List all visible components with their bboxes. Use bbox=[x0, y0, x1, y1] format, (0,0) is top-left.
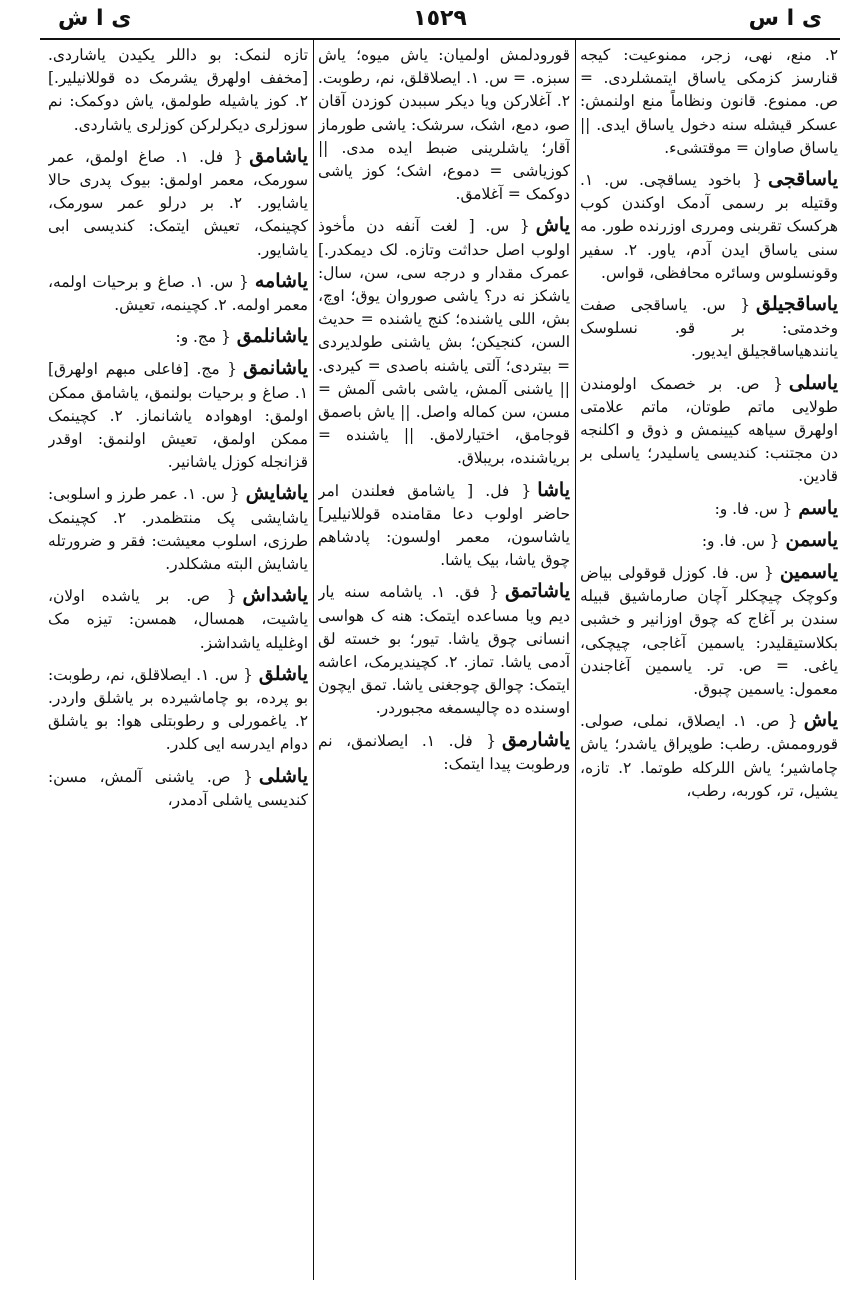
dictionary-entry bbox=[48, 357, 308, 474]
entry-definition: قورودلمش اولمیان: یاش میوه؛ یاش سبزه. = س. ١. ایصلاقلق، نم، رطوبت. ٢. آغلارکن ویا دیکر سببدن کوزدن آقان صو، دمع، اشک، سرشک: یاشی طورماز آقار؛ یاشلرینی ضبط ایده مدی. || کوزیاشی = دموع، اشک؛ کوز یاشی دوکمک = آغلامق. bbox=[318, 46, 570, 204]
dictionary-entry bbox=[580, 372, 838, 489]
entry-definition: { س. ١. صاغ و برحیات اولمه، معمر اولمه. ٢. کچینمه، تعیش. bbox=[48, 272, 308, 315]
dictionary-entry bbox=[580, 709, 838, 803]
entry-definition: { س. فا. و: bbox=[701, 531, 780, 550]
entry-definition: { ص. یاشنی آلمش، مسن: کندیسی یاشلی آدمدر، bbox=[48, 767, 308, 809]
header-right-guideword: ی ا س bbox=[748, 6, 822, 31]
headword: یاسمین bbox=[779, 561, 838, 584]
dictionary-entry bbox=[48, 325, 308, 349]
dictionary-entry bbox=[580, 561, 838, 701]
entry-definition: { س. فا. کوزل قوقولی بیاض وکوچک چیچکلر آچان صارماشیق قبیله سندن بر آغاج که چوق اوزانیر و خشبی بکلاستیقلیدر: یاسمین آغاجی، چیچکی، یاغی. = ص. تر. یاسمین آغاجندن معمول: یاسمین چبوق. bbox=[580, 564, 838, 699]
headword: یاسمن bbox=[785, 528, 838, 551]
headword: یاشانلمق bbox=[236, 325, 308, 348]
headword: یاشداش bbox=[242, 584, 308, 607]
dictionary-entry bbox=[580, 529, 838, 553]
column-divider-left bbox=[313, 40, 314, 1280]
dictionary-entry bbox=[48, 765, 308, 812]
entry-definition: { ص. بر خصمک اولومندن طولایی ماتم طوتان، ماتم علامتی اولهرق سیاهه کیینمش و ذوق و اکلنجه دن مجتنب: کندیسی یاسلیدر؛ یاسلی بر قادین. bbox=[580, 374, 838, 486]
headword: یاشامق bbox=[249, 144, 308, 167]
entry-definition: { فل. [ یاشامق فعلندن امر حاضر اولوب دعا مقامنده قوللانیلیر] یاشاسون، معمر اولسون: پادشاهم چوق یاشا، بیک یاشا. bbox=[318, 481, 570, 570]
page-number: ١٥٢٩ bbox=[413, 6, 467, 31]
dictionary-entry bbox=[580, 168, 838, 285]
entry-definition: { س. یاساقجی صفت وخدمتی: بر قو. نسلوسک یانندهیاساقجیلق ایدیور. bbox=[580, 296, 838, 361]
dictionary-entry bbox=[318, 214, 570, 470]
entry-definition: تازه لنمک: بو داللر یکیدن یاشاردی. [مخفف اولهرق یشرمک ده قوللانیلیر.] ٢. کوز یاشیله طولمق، یاش دوکمک: نم سوزلری دیکرلرکن کوزلری یاشاردی. bbox=[48, 46, 308, 134]
column-middle bbox=[318, 44, 570, 1280]
headword: یاساقجی bbox=[768, 168, 838, 191]
dictionary-entry bbox=[580, 497, 838, 521]
column-left bbox=[48, 44, 308, 1280]
dictionary-entry bbox=[580, 293, 838, 364]
headword: یاش bbox=[803, 709, 838, 732]
header-rule bbox=[40, 38, 840, 40]
headword: یاشارمق bbox=[502, 728, 570, 751]
column-right bbox=[580, 44, 838, 1280]
headword: یاشلی bbox=[258, 764, 308, 787]
entry-definition: ٢. منع، نهی، زجر، ممنوعیت: کیجه قنارسز کزمکی یاساق ایتمشلردی. = ص. ممنوع. قانون ونظاماً منع اولنمش: عسکر قیشله سنه دخول یاساق ایدی. || یاساق صاوان = موقتشیء. bbox=[580, 46, 838, 157]
dictionary-entry bbox=[318, 44, 570, 206]
page-header bbox=[40, 6, 840, 36]
entry-definition: { فل. ١. صاغ اولمق، عمر سورمک، معمر اولمق: بیوک پدری حالا یاشایور. ٢. بر درلو عمر سورمک، کچینمک، تعیش ایتمک: کندیسی ابی یاشایور. bbox=[48, 147, 308, 259]
dictionary-entry bbox=[48, 44, 308, 137]
entry-definition: { مج. و: bbox=[175, 328, 231, 347]
dictionary-entry bbox=[580, 44, 838, 160]
headword: یاشا bbox=[537, 478, 570, 501]
dictionary-entry bbox=[318, 729, 570, 776]
dictionary-entry bbox=[48, 482, 308, 576]
entry-definition: { ص. بر یاشده اولان، یاشیت، همسال، همسن: تیزه مک اوغلیله یاشداشز. bbox=[48, 587, 308, 652]
dictionary-entry bbox=[48, 663, 308, 757]
headword: یاشاتمق bbox=[505, 580, 570, 603]
header-left-guideword: ی ا ش bbox=[58, 6, 132, 31]
headword: یاساقجیلق bbox=[755, 293, 838, 316]
column-divider-right bbox=[575, 40, 576, 1280]
entry-definition: { فل. ١. ایصلانمق، نم ورطوبت پیدا ایتمک: bbox=[318, 731, 570, 773]
entry-definition: { مج. [فاعلی مبهم اولهرق] ١. صاغ و برحیات بولنمق، یاشامق ممکن اولمق: اوهوادہ یاشانماز. ٢. کچینمک ممکن اولمق، تعیش اولنمق: اوقدر قزانجله کوزل یاشانیر. bbox=[48, 360, 308, 472]
entry-definition: { س. ١. ایصلاقلق، نم، رطوبت: بو پرده، بو چاماشیرده بر یاشلق واردر. ٢. یاغمورلی و رطوبتلی هوا: بو یاشلق دوام ایدرسه ایی کلدر. bbox=[48, 665, 308, 754]
entry-definition: { ص. ١. ایصلاق، نملی، صولی. قوروممش. رطب: طوپراق یاشدر؛ یاش چاماشیر؛ یاش اللرکله طوتما. ٢. تازه، یشیل، تر، کوربه، رطب، bbox=[580, 712, 838, 800]
headword: یاسلی bbox=[788, 371, 838, 394]
dictionary-entry bbox=[318, 580, 570, 720]
entry-definition: { فق. ١. یاشامه سنه یار دیم ویا مساعده ایتمک: هنه ک هواسی انسانی چوق یاشا. تیور؛ بو خسته لق آدمی یاشا. تماز. ٢. کچیندیرمک، اعاشه ایتمک: چوالق چوجغنی یاشا. تمق ایچون اوسنده ده چالیسمغه مجبوردر. bbox=[318, 583, 570, 718]
dictionary-entry bbox=[48, 145, 308, 262]
dictionary-entry bbox=[318, 479, 570, 573]
dictionary-entry bbox=[48, 270, 308, 317]
entry-definition: { س. ١. عمر طرز و اسلوبی: یاشایشی پک منتظمدر. ٢. کچینمک طرزی، اسلوب معیشت: فقر و ضرورتله یاشایش البته مشکلدر. bbox=[48, 485, 308, 574]
headword: یاشامه bbox=[254, 269, 308, 292]
headword: یاشایش bbox=[245, 482, 308, 505]
headword: یاسم bbox=[798, 496, 838, 519]
entry-definition: { باخود یساقچی. س. ١. وقتیله بر رسمی آدمک اوکندن کوب هرکسک تقربنی ومرری اوزرنده طور. مه سنی یاساق ایدن آدم، یاور. ٢. سفیر وقونسلوس وسائره محافظی، قواس. bbox=[580, 171, 838, 282]
dictionary-entry bbox=[48, 584, 308, 655]
headword: یاش bbox=[535, 214, 570, 237]
headword: یاشلق bbox=[258, 662, 308, 685]
headword: یاشانمق bbox=[243, 357, 308, 380]
entry-definition: { س. [ لغت آنفه دن مأخوذ اولوب اصل حداثت وتازه. لک دیمکدر.] عمرک مقدار و درجه سی، سن، سال: یاشکز نه در؟ یاشی صوروان یوق؛ اوچ، بش، اللی یاشنده؛ کنج یاشنده = حدیث السن، کنجیکن؛ بش یاشنی طولدیردی = بیتردی؛ آلتی یاشنه باصدی = کیردی. || یاشنی آلمش، یاشی باشی آلمش = مسن، سن کماله واصل. || یاش باصمق قوجامق، اختیارلامق. || یاشنده = بریاشنده، بریبلاق. bbox=[318, 217, 570, 468]
entry-definition: { س. فا. و: bbox=[714, 499, 793, 518]
